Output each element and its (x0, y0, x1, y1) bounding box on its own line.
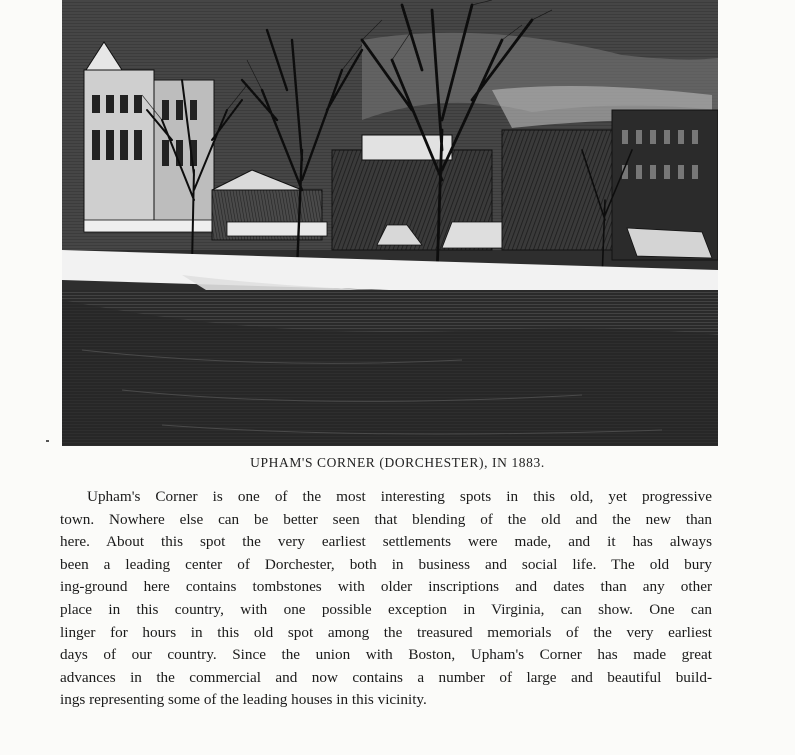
article-line: ing-ground here contains tombstones with older inscriptions and dates than any other (60, 578, 712, 596)
article-line: Upham's Corner is one of the most interesting spots in this old, yet progressive (87, 488, 712, 505)
article-line: linger for hours in this old spot among the treasured memorials of the very earliest (60, 623, 712, 641)
article-line: been a leading center of Dorchester, both in business and social life. The old bury (60, 555, 712, 573)
article-paragraph (60, 486, 712, 712)
scan-speck (46, 440, 49, 442)
figure-caption: UPHAM'S CORNER (DORCHESTER), IN 1883. (250, 455, 545, 470)
engraving-drawing (62, 0, 718, 446)
article-line: advances in the commercial and now contains a number of large and beautiful build- (60, 668, 712, 686)
article-line: town. Nowhere else can be better seen that blending of the old and the new than (60, 510, 712, 528)
article-line: here. About this spot the very earliest settlements were made, and it has always (60, 533, 712, 551)
article-line: place in this country, with one possible exception in Virginia, can show. One can (60, 600, 712, 618)
street-engraving-illustration (62, 0, 718, 446)
article-line: ings representing some of the leading houses in this vicinity. (60, 691, 427, 709)
article-line: days of our country. Since the union with Boston, Upham's Corner has made great (60, 646, 712, 664)
